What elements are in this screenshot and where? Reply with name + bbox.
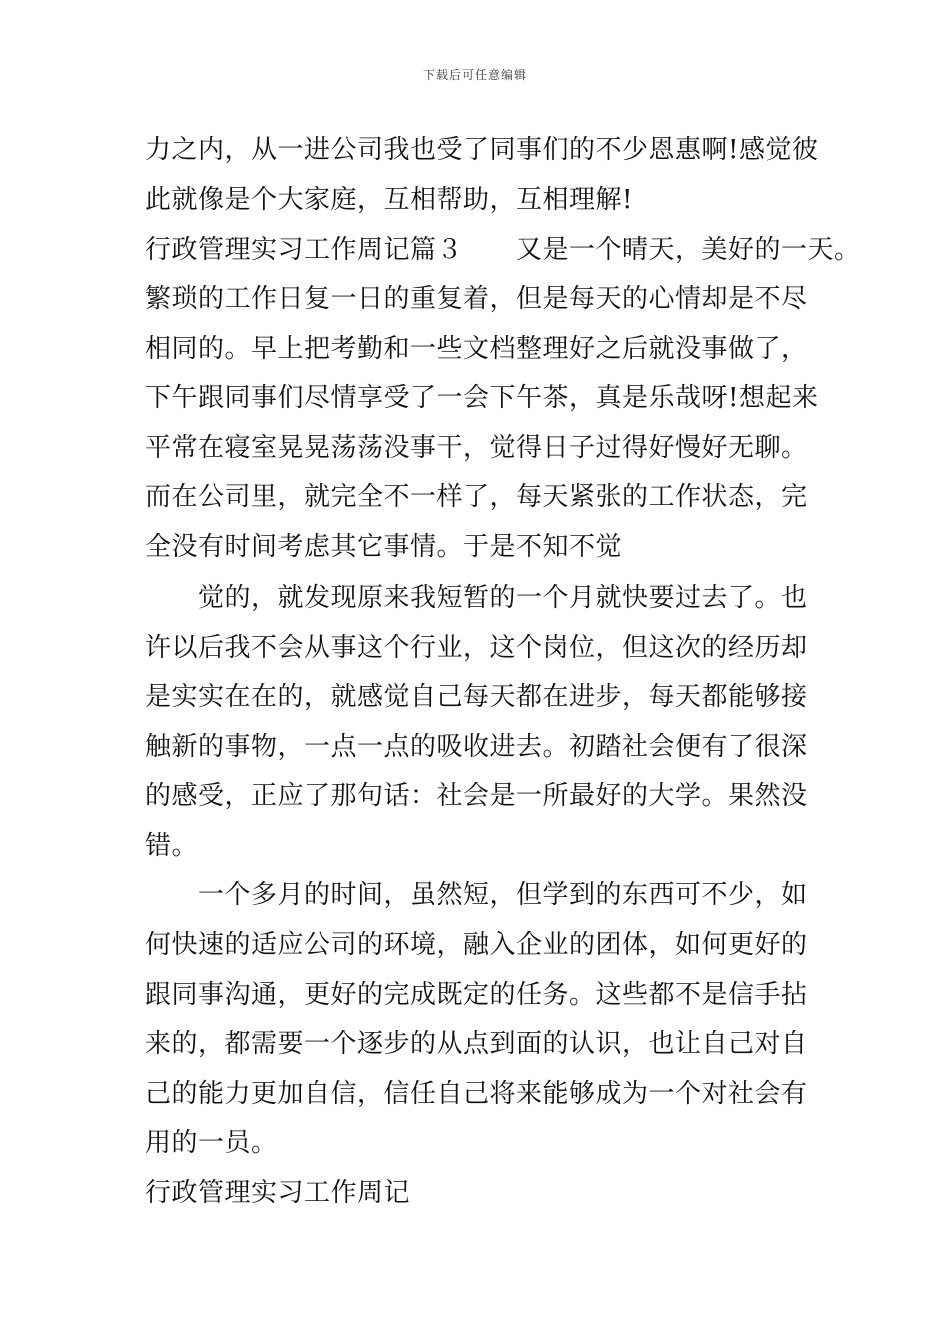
text-line: 许以后我不会从事这个行业，这个岗位，但这次的经历却 [145,633,808,663]
text-line: 用的一员。 [145,1128,278,1158]
section-heading-line: 行政管理实习工作周记篇３ 又是一个晴天，美好的一天。 [145,235,861,265]
text-line: 繁琐的工作日复一日的重复着，但是每天的心情却是不尽 [145,284,808,314]
text-line: 何快速的适应公司的环境，融入企业的团体，如何更好的 [145,930,808,960]
text-line: 相同的。早上把考勤和一些文档整理好之后就没事做了， [145,334,808,364]
text-line: 是实实在在的，就感觉自己每天都在进步，每天都能够接 [145,682,808,712]
text-line: 来的，都需要一个逐步的从点到面的认识，也让自己对自 [145,1029,808,1059]
text-line: 触新的事物，一点一点的吸收进去。初踏社会便有了很深 [145,732,808,762]
page-header-note: 下载后可任意编辑 [422,68,527,82]
text-line: 的感受，正应了那句话：社会是一所最好的大学。果然没 [145,781,808,811]
text-line: 平常在寝室晃晃荡荡没事干，觉得日子过得好慢好无聊。 [145,433,808,463]
text-line: 而在公司里，就完全不一样了，每天紧张的工作状态，完 [145,482,808,512]
paragraph-start-line: 觉的，就发现原来我短暂的一个月就快要过去了。也 [198,583,808,613]
text-line: 跟同事沟通，更好的完成既定的任务。这些都不是信手拈 [145,980,808,1010]
text-line: 此就像是个大家庭，互相帮助，互相理解! [145,185,633,215]
paragraph-start-line: 一个多月的时间，虽然短，但学到的东西可不少，如 [198,880,808,910]
text-line: 错。 [145,831,199,861]
section-title: 行政管理实习工作周记 [145,1178,411,1208]
text-line: 力之内，从一进公司我也受了同事们的不少恩惠啊!感觉彼 [145,135,819,165]
text-line: 下午跟同事们尽情享受了一会下午茶，真是乐哉呀!想起来 [145,383,819,413]
text-line: 全没有时间考虑其它事情。于是不知不觉 [145,532,623,562]
text-line: 己的能力更加自信，信任自己将来能够成为一个对社会有 [145,1079,808,1109]
